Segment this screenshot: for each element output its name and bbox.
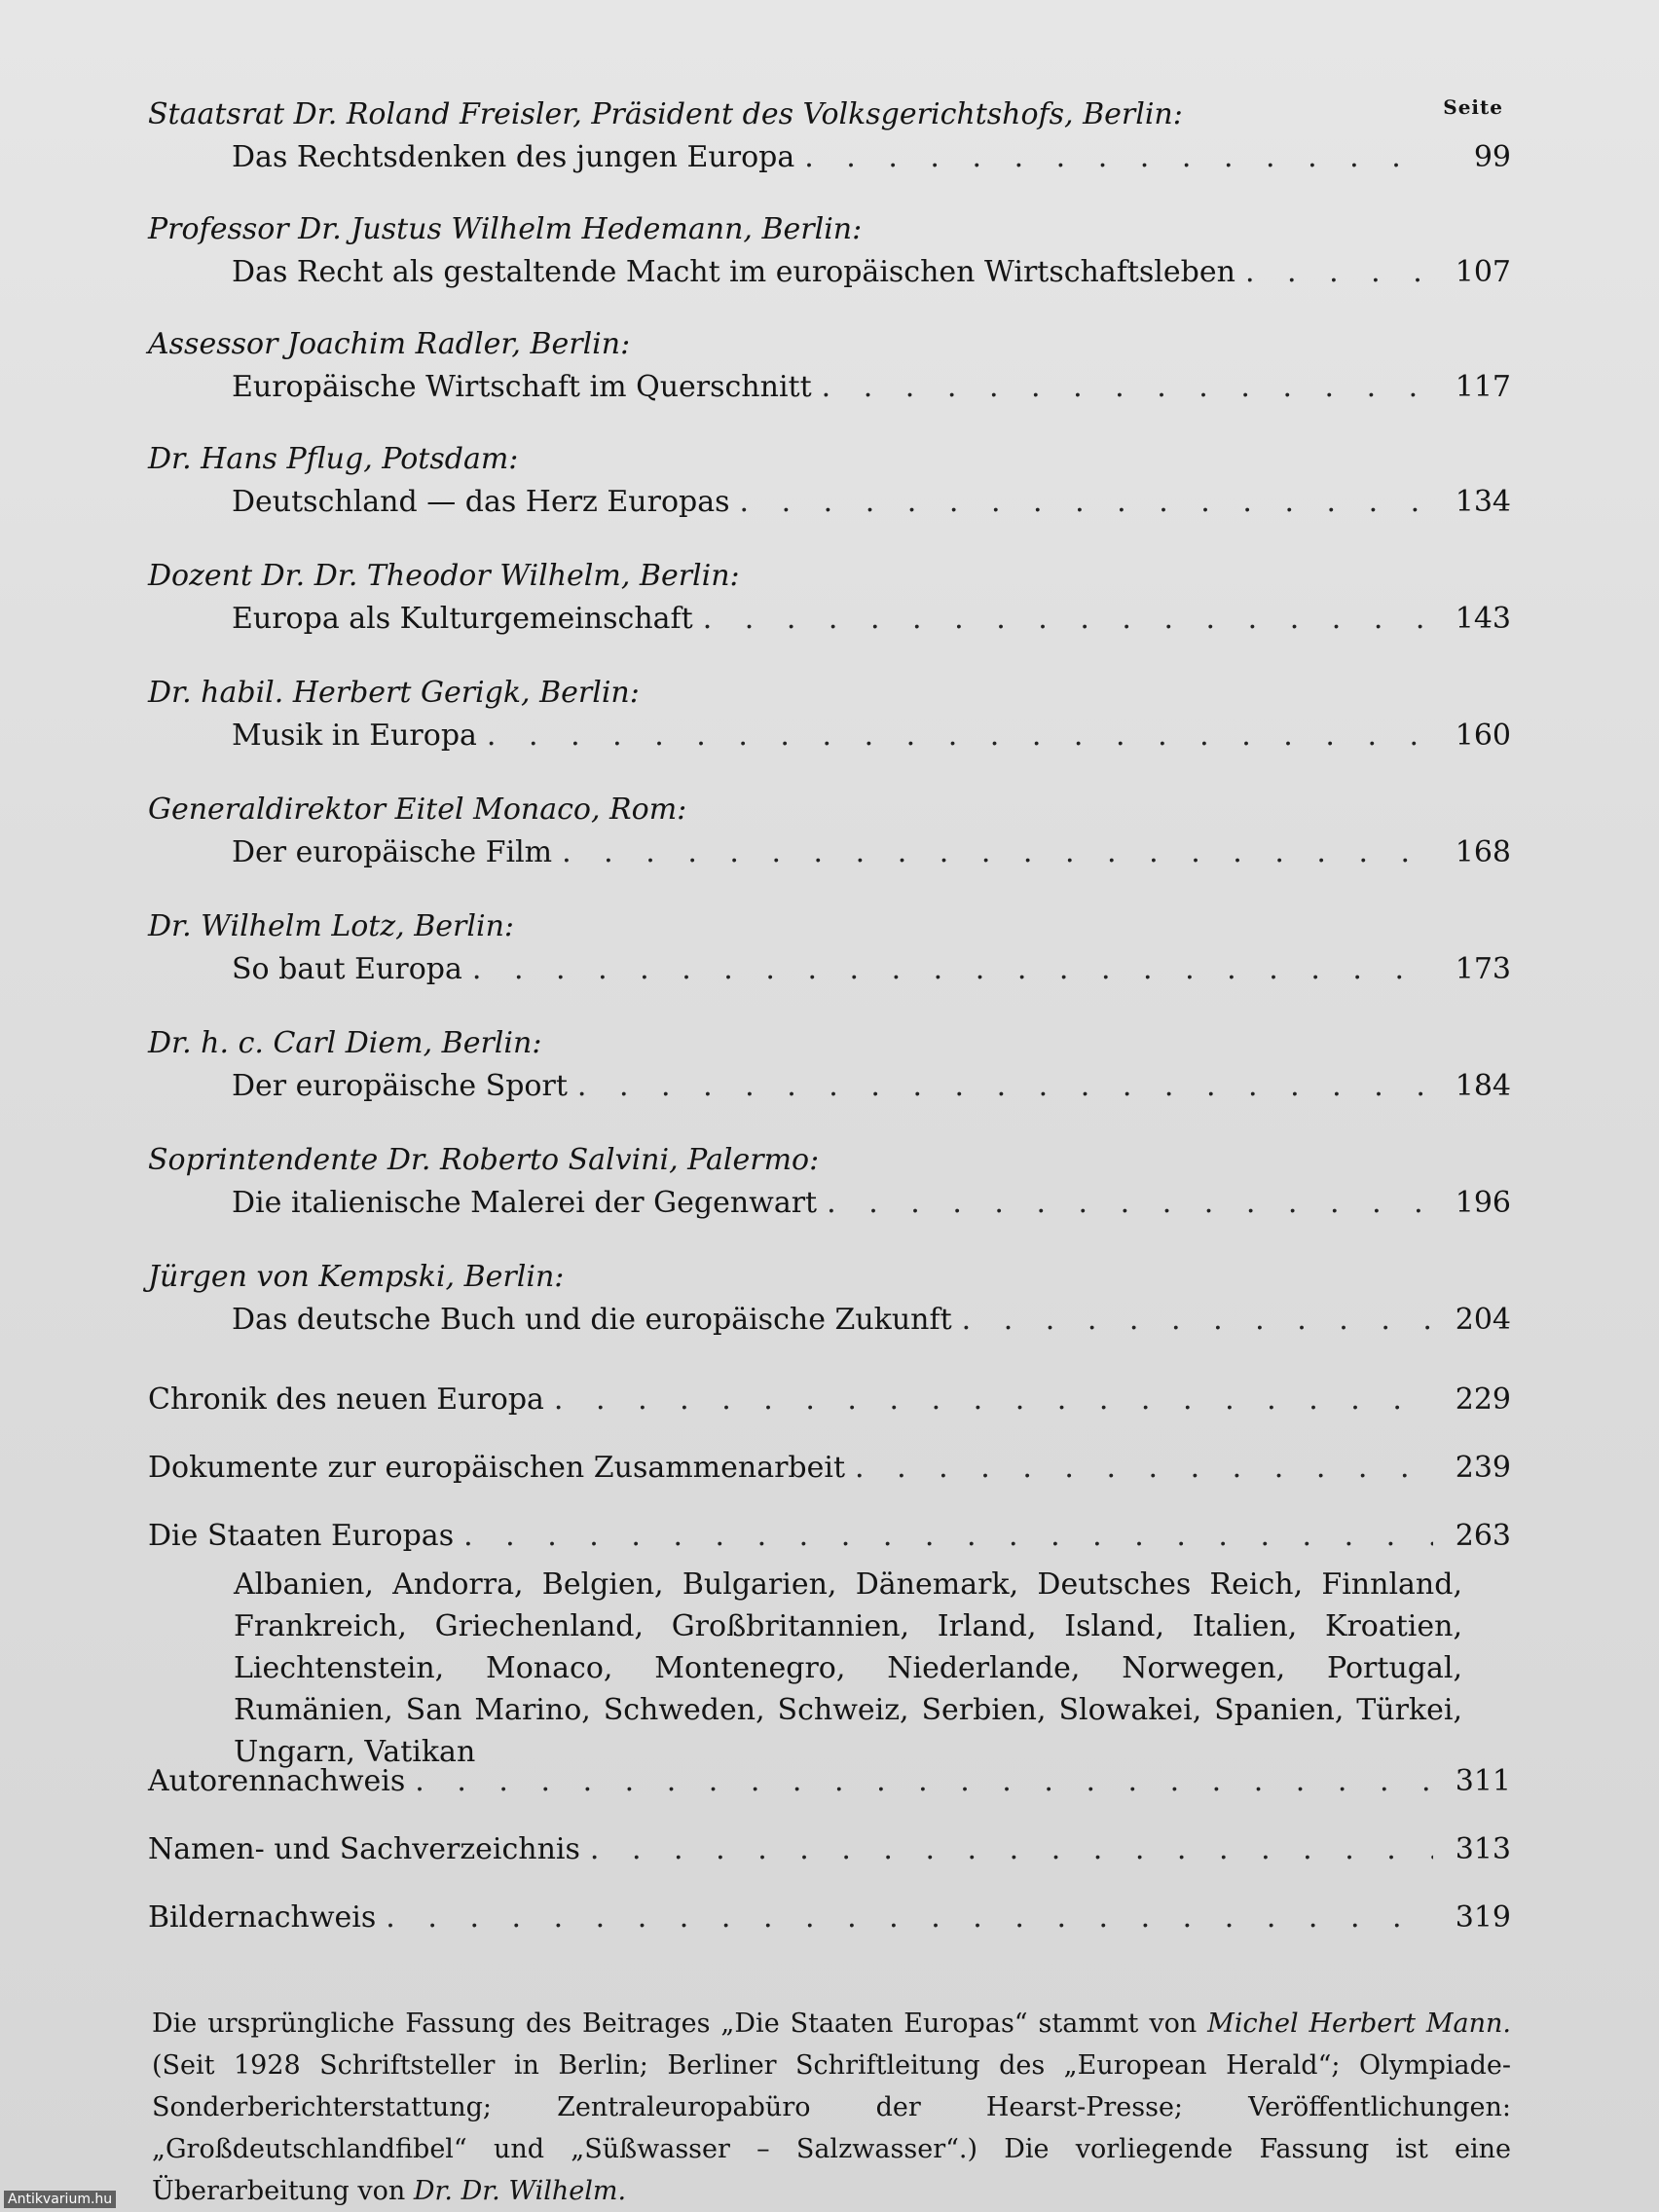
- section-title: Die Staaten Europas: [148, 1519, 455, 1553]
- entry-page-number: 184: [1455, 1069, 1511, 1103]
- appendix-title: Bildernachweis: [148, 1900, 377, 1935]
- appendix-title: Autorennachweis: [148, 1764, 406, 1798]
- toc-appendix: [148, 1826, 1511, 1873]
- dot-leader: [487, 713, 1433, 759]
- toc-entry: [148, 557, 1511, 643]
- appendix-line[interactable]: [148, 1758, 1511, 1805]
- dot-leader: [822, 364, 1433, 411]
- entry-page-number: 168: [1455, 835, 1511, 869]
- dot-leader: [740, 479, 1433, 526]
- entry-author: Dr. habil. Herbert Gerigk, Berlin:: [148, 676, 640, 710]
- toc-entry: [148, 674, 1511, 759]
- entry-line[interactable]: [232, 946, 1511, 993]
- dot-leader: [472, 946, 1433, 993]
- appendix-page-number: 319: [1455, 1900, 1511, 1935]
- dot-leader: [962, 1297, 1433, 1344]
- section-title: Dokumente zur europäischen Zusammenarbeit: [148, 1451, 846, 1485]
- entry-line[interactable]: [232, 479, 1511, 526]
- toc-entry: [148, 1141, 1511, 1227]
- entry-title: Das Rechtsdenken des jungen Europa: [232, 140, 795, 174]
- dot-leader: [703, 596, 1433, 643]
- appendix-page-number: 311: [1455, 1764, 1511, 1798]
- dot-leader: [827, 1180, 1433, 1227]
- toc-section: [148, 1377, 1511, 1423]
- entry-line[interactable]: [232, 1180, 1511, 1227]
- entry-title: Musik in Europa: [232, 719, 477, 753]
- source-note: [152, 2003, 1511, 2212]
- entry-page-number: 99: [1473, 140, 1511, 174]
- entry-page-number: 160: [1455, 719, 1511, 753]
- toc-entry: [148, 791, 1511, 876]
- dot-leader: [463, 1513, 1433, 1560]
- entry-author: Soprintendente Dr. Roberto Salvini, Palermo:: [148, 1143, 820, 1177]
- note-author-2: Dr. Dr. Wilhelm.: [413, 2176, 627, 2206]
- entry-line[interactable]: [232, 830, 1511, 876]
- entry-page-number: 117: [1455, 370, 1511, 404]
- section-line[interactable]: [148, 1513, 1511, 1560]
- note-text-1: Die ursprüngliche Fassung des Beitrages „Die Staaten Europas“ stammt von: [152, 2009, 1208, 2039]
- entry-page-number: 173: [1455, 952, 1511, 986]
- entry-line[interactable]: [232, 1063, 1511, 1110]
- note-author-1: Michel Herbert Mann.: [1207, 2009, 1512, 2039]
- section-page-number: 229: [1455, 1382, 1511, 1417]
- dot-leader: [804, 134, 1433, 181]
- toc-entry: [148, 210, 1511, 296]
- entry-title: Europäische Wirtschaft im Querschnitt: [232, 370, 812, 404]
- toc-entry: [148, 325, 1511, 411]
- entry-line[interactable]: [232, 364, 1511, 411]
- section-title: Chronik des neuen Europa: [148, 1382, 544, 1417]
- entry-page-number: 134: [1455, 485, 1511, 519]
- toc-entry: [148, 95, 1511, 181]
- dot-leader: [1245, 249, 1433, 296]
- entry-author: Assessor Joachim Radler, Berlin:: [148, 327, 631, 361]
- section-line[interactable]: [148, 1445, 1511, 1492]
- entry-line[interactable]: [232, 249, 1511, 296]
- entry-author: Jürgen von Kempski, Berlin:: [148, 1260, 565, 1294]
- appendix-line[interactable]: [148, 1895, 1511, 1941]
- country-list: Albanien, Andorra, Belgien, Bulgarien, Dänemark, Deutsches Reich, Finnland, Frankreich, Griechenland, Großbritannien, Irland, Island, Italien, Kroatien, Liechtenstein, Monaco, Montenegro, Niederlande, Norwegen, Portugal, Rumänien, San Marino, Schweden, Schweiz, Serbien, Slowakei, Spanien, Türkei, Ungarn, Vatikan: [234, 1567, 1462, 1769]
- entry-title: Der europäische Film: [232, 835, 553, 869]
- entry-title: Europa als Kulturgemeinschaft: [232, 602, 693, 636]
- toc-section: [148, 1513, 1511, 1560]
- toc-appendix: [148, 1895, 1511, 1941]
- entry-page-number: 143: [1455, 602, 1511, 636]
- note-text-2: (Seit 1928 Schriftsteller in Berlin; Berliner Schriftleitung des „European Herald“; Olympiade-Sonderberichterstattung; Zentraleuropabüro der Hearst-Presse; Veröffentlichungen: „Großdeutschlandfibel“ und „Süßwasser – Salzwasser“.) Die vorliegende Fassung ist eine Überarbeitung von: [152, 2050, 1511, 2206]
- entry-line[interactable]: [232, 134, 1511, 181]
- dot-leader: [855, 1445, 1433, 1492]
- entry-title: Deutschland — das Herz Europas: [232, 485, 730, 519]
- dot-leader: [562, 830, 1433, 876]
- toc-entry: [148, 440, 1511, 526]
- entry-line[interactable]: [232, 596, 1511, 643]
- section-line[interactable]: [148, 1377, 1511, 1423]
- entry-title: Das deutsche Buch und die europäische Zukunft: [232, 1303, 952, 1337]
- toc-entry: [148, 907, 1511, 993]
- entry-author: Dr. h. c. Carl Diem, Berlin:: [148, 1026, 542, 1060]
- entry-author: Dozent Dr. Dr. Theodor Wilhelm, Berlin:: [148, 559, 740, 593]
- dot-leader: [554, 1377, 1433, 1423]
- entry-author: Professor Dr. Justus Wilhelm Hedemann, Berlin:: [148, 212, 863, 246]
- entry-line[interactable]: [232, 1297, 1511, 1344]
- dot-leader: [590, 1826, 1433, 1873]
- entry-page-number: 204: [1455, 1303, 1511, 1337]
- entry-title: Die italienische Malerei der Gegenwart: [232, 1186, 818, 1220]
- toc-appendix: [148, 1758, 1511, 1805]
- entry-title: Der europäische Sport: [232, 1069, 568, 1103]
- toc-entry: [148, 1258, 1511, 1344]
- dot-leader: [386, 1895, 1433, 1941]
- entry-title: So baut Europa: [232, 952, 462, 986]
- appendix-page-number: 313: [1455, 1832, 1511, 1866]
- dot-leader: [415, 1758, 1433, 1805]
- watermark-label: Antikvarium.hu: [4, 2191, 116, 2208]
- toc-entry: [148, 1024, 1511, 1110]
- section-page-number: 263: [1455, 1519, 1511, 1553]
- dot-leader: [577, 1063, 1433, 1110]
- entry-line[interactable]: [232, 713, 1511, 759]
- entry-author: Dr. Wilhelm Lotz, Berlin:: [148, 909, 514, 943]
- section-page-number: 239: [1455, 1451, 1511, 1485]
- appendix-line[interactable]: [148, 1826, 1511, 1873]
- entry-author: Staatsrat Dr. Roland Freisler, Präsident des Volksgerichtshofs, Berlin:: [148, 97, 1183, 131]
- entry-author: Dr. Hans Pflug, Potsdam:: [148, 442, 519, 476]
- toc-section: [148, 1445, 1511, 1492]
- entry-title: Das Recht als gestaltende Macht im europäischen Wirtschaftsleben: [232, 255, 1235, 289]
- entry-page-number: 107: [1455, 255, 1511, 289]
- entry-author: Generaldirektor Eitel Monaco, Rom:: [148, 793, 687, 827]
- appendix-title: Namen- und Sachverzeichnis: [148, 1832, 580, 1866]
- entry-page-number: 196: [1455, 1186, 1511, 1220]
- page-column-label: Seite: [1443, 95, 1503, 119]
